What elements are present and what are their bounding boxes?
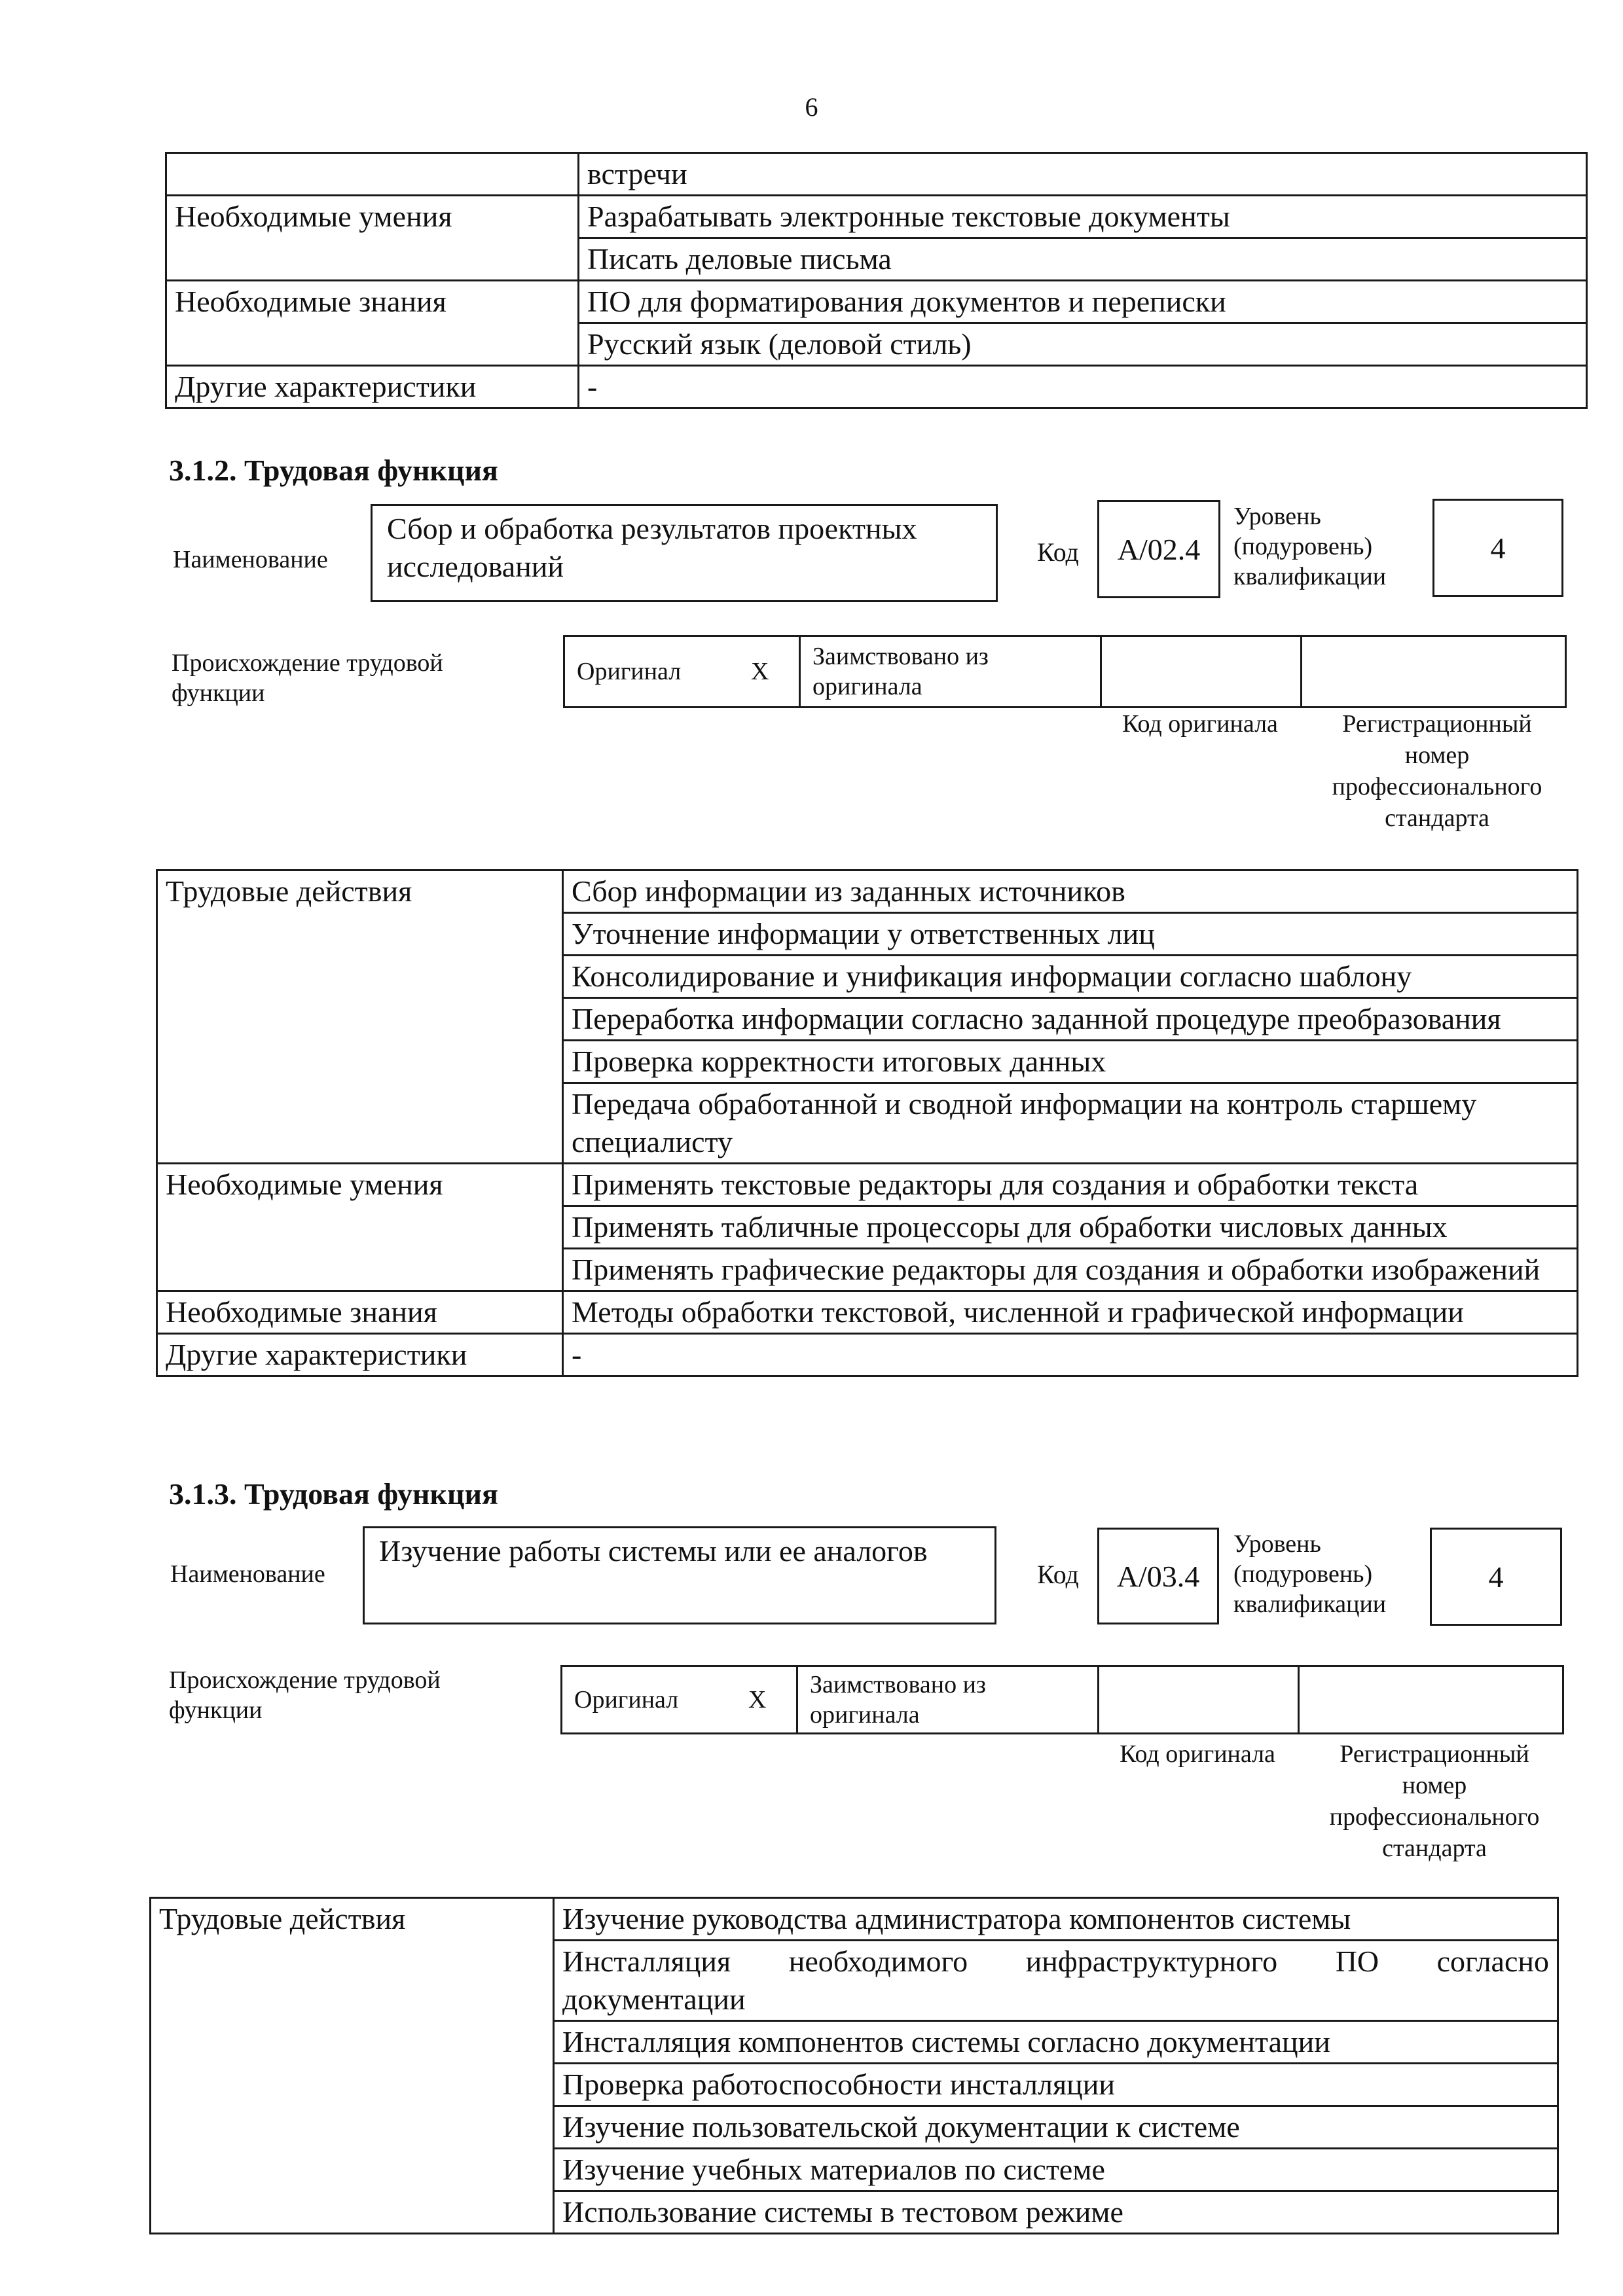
table-cell-value: Разрабатывать электронные текстовые документы bbox=[579, 196, 1587, 238]
table-cell-label bbox=[157, 1249, 563, 1291]
origin-original: Оригинал bbox=[562, 1666, 719, 1734]
table-cell-value: Передача обработанной и сводной информации на контроль старшему специалисту bbox=[563, 1083, 1578, 1164]
table-cell-value: Применять текстовые редакторы для создания и обработки текста bbox=[563, 1164, 1578, 1206]
table-cell-value: Изучение учебных материалов по системе bbox=[554, 2149, 1558, 2191]
function-name: Изучение работы системы или ее аналогов bbox=[379, 1534, 928, 1568]
name-label: Наименование bbox=[170, 1560, 325, 1588]
table-cell-label bbox=[157, 1206, 563, 1249]
table-cell-label: Другие характеристики bbox=[166, 366, 579, 408]
table-cell-label bbox=[151, 2106, 554, 2149]
table-cell-label bbox=[157, 956, 563, 998]
table-cell-label bbox=[157, 1083, 563, 1164]
table-cell-label bbox=[157, 998, 563, 1041]
table-cell-value: Изучение руководства администратора компонентов системы bbox=[554, 1898, 1558, 1941]
table-cell-label: Необходимые умения bbox=[157, 1164, 563, 1206]
origin-borrowed: Заимствовано из оригинала bbox=[797, 1666, 1099, 1734]
table-cell-label bbox=[157, 913, 563, 956]
origin-code-cell bbox=[1101, 636, 1302, 708]
code-box bbox=[1097, 1528, 1219, 1624]
table-cell-value: Уточнение информации у ответственных лиц bbox=[563, 913, 1578, 956]
caption-reg: Регистрационный номер профессионального стандарта bbox=[1332, 710, 1542, 832]
origin-mark: X bbox=[719, 1666, 797, 1734]
level-box bbox=[1430, 1528, 1562, 1626]
table-cell-label: Необходимые знания bbox=[157, 1291, 563, 1334]
origin-reg-cell bbox=[1299, 1666, 1563, 1734]
section-title: 3.1.2. Трудовая функция bbox=[169, 454, 498, 487]
name-label: Наименование bbox=[173, 546, 328, 573]
table-cell-label bbox=[157, 1041, 563, 1083]
code-value: A/02.4 bbox=[1117, 532, 1201, 566]
table-cell-label: Необходимые умения bbox=[166, 196, 579, 238]
table-cell-value: - bbox=[579, 366, 1587, 408]
table-cell-label bbox=[166, 323, 579, 366]
table-cell-value: Применять графические редакторы для создания и обработки изображений bbox=[563, 1249, 1578, 1291]
origin-original: Оригинал bbox=[564, 636, 721, 708]
table-cell-label bbox=[151, 1941, 554, 2021]
table-cell-value: Переработка информации согласно заданной процедуре преобразования bbox=[563, 998, 1578, 1041]
table-cell-label bbox=[151, 2021, 554, 2064]
origin-mark: X bbox=[721, 636, 800, 708]
level-label: Уровень (подуровень) квалификации bbox=[1233, 503, 1387, 590]
table-cell-value: встречи bbox=[579, 153, 1587, 196]
table-cell-value: Инсталляция компонентов системы согласно документации bbox=[554, 2021, 1558, 2064]
table-cell-value: Методы обработки текстовой, численной и графической информации bbox=[563, 1291, 1578, 1334]
table-cell-value: Проверка корректности итоговых данных bbox=[563, 1041, 1578, 1083]
level-label: Уровень (подуровень) квалификации bbox=[1233, 1530, 1387, 1618]
table-cell-value: - bbox=[563, 1334, 1578, 1376]
table-cell-value: Проверка работоспособности инсталляции bbox=[554, 2064, 1558, 2106]
origin-reg-cell bbox=[1302, 636, 1566, 708]
code-box bbox=[1097, 500, 1220, 598]
table-cell-label bbox=[151, 2191, 554, 2234]
origin-table bbox=[563, 635, 1567, 708]
level-value: 4 bbox=[1490, 531, 1506, 565]
origin-borrowed: Заимствовано из оригинала bbox=[800, 636, 1101, 708]
table-cell-value: Использование системы в тестовом режиме bbox=[554, 2191, 1558, 2234]
table-cell-value: ПО для форматирования документов и переписки bbox=[579, 281, 1587, 323]
table-cell-value: Писать деловые письма bbox=[579, 238, 1587, 281]
section-title: 3.1.3. Трудовая функция bbox=[169, 1477, 498, 1511]
table-cell-label bbox=[166, 153, 579, 196]
table-cell-label bbox=[151, 2064, 554, 2106]
table-cell-value: Сбор информации из заданных источников bbox=[563, 870, 1578, 913]
table-cell-label bbox=[151, 2149, 554, 2191]
table-cell-value: Инсталляция необходимого инфраструктурного ПО согласно документации bbox=[554, 1941, 1558, 2021]
table-cell-value: Изучение пользовательской документации к системе bbox=[554, 2106, 1558, 2149]
table-cell-label bbox=[166, 238, 579, 281]
table-cell-value: Консолидирование и унификация информации согласно шаблону bbox=[563, 956, 1578, 998]
function-name-box bbox=[363, 1526, 996, 1624]
origin-label: Происхождение трудовой функции bbox=[172, 649, 443, 707]
table-cell-label: Трудовые действия bbox=[151, 1898, 554, 1941]
origin-table bbox=[560, 1665, 1564, 1734]
function-table bbox=[156, 869, 1578, 1377]
table-cell-value: Применять табличные процессоры для обработки числовых данных bbox=[563, 1206, 1578, 1249]
function-table bbox=[149, 1897, 1559, 2234]
level-box bbox=[1432, 499, 1563, 597]
code-value: A/03.4 bbox=[1116, 1559, 1200, 1593]
page-number: 6 bbox=[805, 92, 818, 122]
caption-reg: Регистрационный номер профессионального стандарта bbox=[1329, 1740, 1540, 1862]
caption-code: Код оригинала bbox=[1122, 710, 1278, 738]
table-cell-label: Трудовые действия bbox=[157, 870, 563, 913]
origin-code-cell bbox=[1099, 1666, 1299, 1734]
origin-label: Происхождение трудовой функции bbox=[169, 1666, 441, 1724]
table-cell-label: Другие характеристики bbox=[157, 1334, 563, 1376]
function-name-box bbox=[371, 504, 998, 602]
code-label: Код bbox=[1037, 1560, 1079, 1589]
table-cell-label: Необходимые знания bbox=[166, 281, 579, 323]
code-label: Код bbox=[1037, 537, 1079, 567]
caption-code: Код оригинала bbox=[1120, 1740, 1275, 1768]
table-cell-value: Русский язык (деловой стиль) bbox=[579, 323, 1587, 366]
top-table bbox=[165, 152, 1588, 409]
function-name: Сбор и обработка результатов проектных исследований bbox=[387, 512, 917, 583]
level-value: 4 bbox=[1488, 1560, 1504, 1594]
